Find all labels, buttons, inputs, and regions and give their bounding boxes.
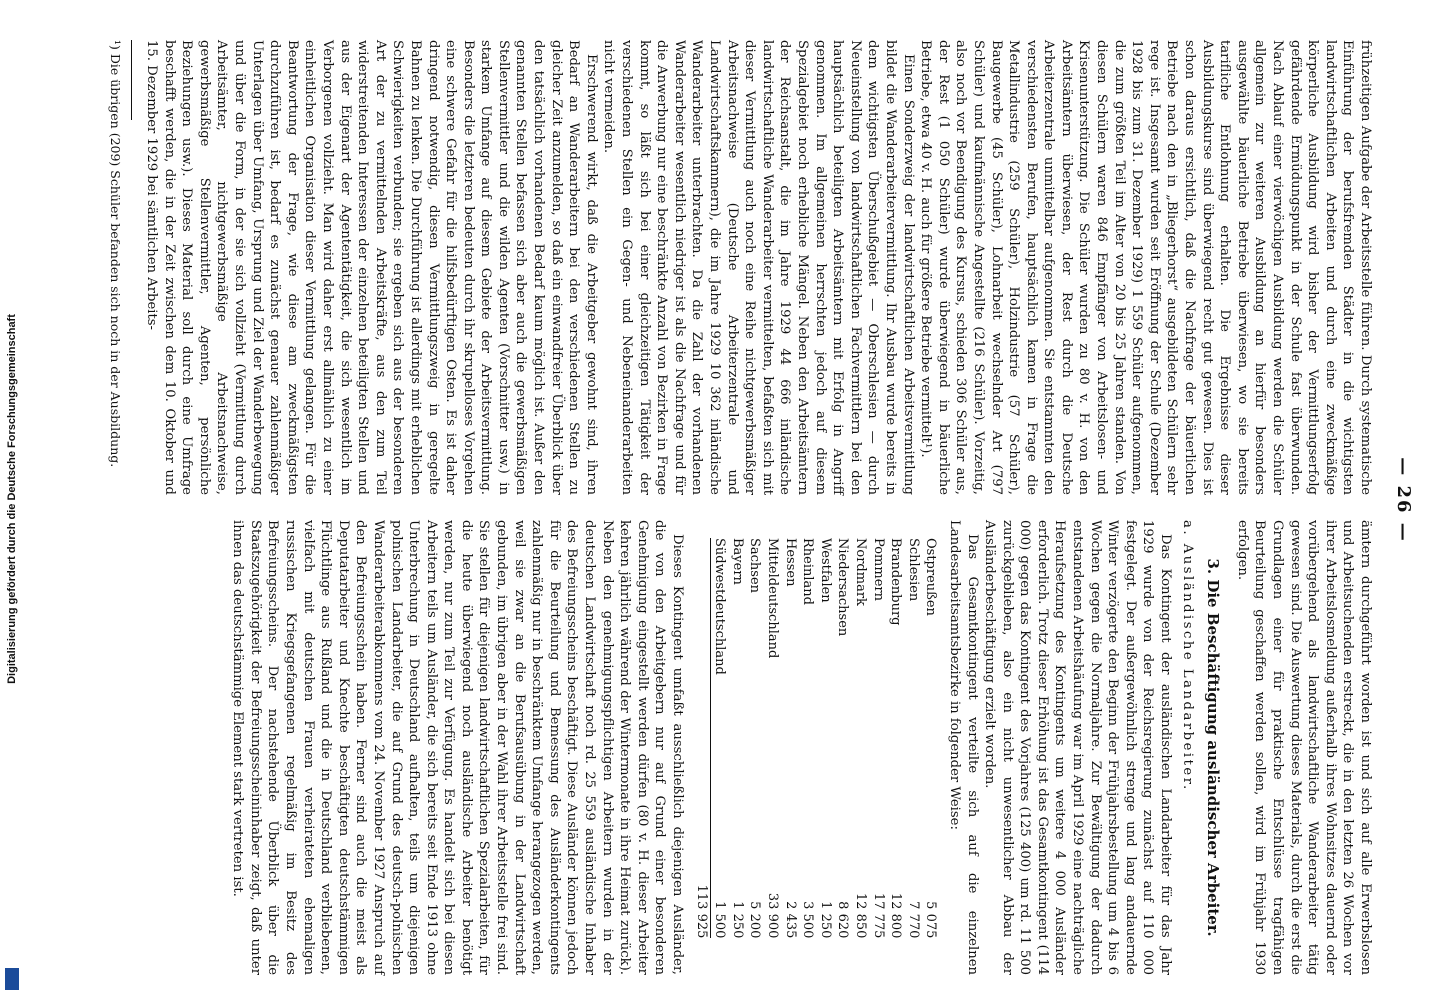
region-value: 2 435: [782, 901, 798, 939]
footnote-rule: [131, 40, 132, 120]
region-name: Südwestdeutschland: [712, 538, 728, 675]
region-value: 12 850: [852, 892, 868, 939]
table-row: [851, 538, 869, 938]
table-row: [710, 538, 728, 938]
total-value: 113 925: [692, 825, 710, 938]
region-value: 1 250: [817, 901, 833, 939]
dfg-logo: [5, 968, 19, 990]
paragraph-migrant-placement: Einen Sonderzweig der landwirtschaftlichen Arbeitsvermittlung bildet die Wanderarbeitervermittlung. Ihr Ausbau wurde bereits in dem wichtigsten Überschußgebiet — Oberschlesien — durch Neueinstellung von landwirtschaftlichen Fachvermittlern bei den hauptsächlich beteiligten Arbeitsämtern mit Erfolg in Angriff genommen. Im allgemeinen herrschten jedoch auf diesem Spezialgebiet noch erhebliche Mängel. Neben den Arbeitsämtern der Reichsanstalt, die im Jahre 1929 44 666 inländische landwirtschaftliche Wanderarbeiter vermittelten, befaßten sich mit dieser Vermittlung auch noch eine Reihe nichtgewerbsmäßiger Arbeitsnachweise (Deutsche Arbeiterzentrale und Landwirtschaftskammern), die im Jahre 1929 10 362 inländische Wanderarbeiter unterbrachten. Da die Zahl der vorhandenen Wanderarbeiter wesentlich niedriger ist als die Nachfrage und für die Anwerbung nur eine beschränkte Anzahl von Bezirken in Frage kommt, so läßt sich bei einer gleichzeitigen Tätigkeit der verschiedenen Stellen ein Gegen- und Nebeneinanderarbeiten nicht vermeiden.: [601, 40, 916, 495]
table-row: [922, 538, 940, 938]
right-column: [229, 520, 1374, 975]
region-value: 33 900: [765, 892, 780, 939]
paragraph-exemption: Dieses Kontingent umfaßt ausschließlich diejenigen Ausländer, die von den Arbeitgebern nur auf Grund einer besonderen Genehmigung eingestellt werden dürfen (80 v. H. dieser Arbeiter kehren jährlich während der Wintermonate in ihre Heimat zurück). Neben den genehmigungspflichtigen Arbeitern wurden in der deutschen Landwirtschaft noch rd. 25 559 ausländische Inhaber des Befreiungsscheins beschäftigt. Diese Ausländer können jedoch für die Beurteilung und Bemessung des Ausländerkontingents zahlenmäßig nur in beschränktem Umfange herangezogen werden, weil sie zwar an die Berufsausübung in der Landwirtschaft gebunden, im übrigen aber in der Wahl ihrer Arbeitsstelle frei sind. Sie stellen für diejenigen landwirtschaftlichen Spezialarbeiten, für die heute überwiegend noch ausländische Arbeiter benötigt werden, nur zum Teil zur Verfügung. Es handelt sich bei diesen Arbeitern teils um Ausländer, die sich bereits seit Ende 1913 ohne Unterbrechung in Deutschland aufhalten, teils um diejenigen polnischen Landarbeiter, die auf Grund des deutsch-polnischen Wanderarbeiterabkommens vom 24. November 1927 Anspruch auf den Befreiungsschein haben. Ferner sind auch die meist als Deputatarbeiter und Knechte beschäftigten deutschstämmigen Flüchtlinge aus Rußland und die in Deutschland verbliebenen, vielfach mit deutschen Frauen verheirateten ehemaligen russischen Kriegsgefangenen regelmäßig im Besitz des Befreiungsscheins. Der nachstehende Überblick über die Staatszugehörigkeit der Befreiungsscheininhaber zeigt, daß unter ihnen das deutschstämmige Element stark vertreten ist.: [230, 520, 686, 975]
paragraph-contingent: Das Kontingent der ausländischen Landarbeiter für das Jahr 1929 wurde von der Reichsregierung zunächst auf 110 000 festgelegt. Der außergewöhnlich strenge und lang andauernde Winter verzögerte den Beginn der Frühjahrsbestellung um 4 bis 6 Wochen gegen die Normaljahre. Zur Bewältigung der dadurch entstandenen Arbeitshäufung war im April 1929 eine nachträgliche Heraufsetzung des Kontingents um weitere 4 000 Ausländer erforderlich. Trotz dieser Erhöhung ist das Gesamtkontingent (114 000) gegen das Kontingent des Vorjahres (125 400) um rd. 11 500 zurückgeblieben, also ein nicht unwesentlicher Abbau der Ausländerbeschäftigung erzielt worden.: [982, 520, 1174, 975]
region-name: Brandenburg: [888, 538, 904, 626]
table-row: [799, 538, 817, 938]
region-value: 12 800: [888, 892, 904, 939]
left-column: [107, 40, 1374, 495]
paragraph-survey-continuation: ämtern durchgeführt worden ist und sich auf alle Erwerbslosen und Arbeitsuchenden erstreckt, die in den letzten 26 Wochen vor ihrer Arbeitslosmeldung außerhalb ihres Wohnsitzes dauernd oder vorübergehend als landwirtschaftliche Wanderarbeiter tätig gewesen sind. Die Auswertung dieses Materials, durch die erst die Grundlagen einer für praktische Entschlüsse tragfähigen Beurteilung geschaffen werden sollen, wird im Frühjahr 1930 erfolgen.: [1234, 520, 1373, 975]
region-value: 5 075: [923, 901, 939, 939]
total-row: [692, 538, 710, 938]
region-name: Mitteldeutschland: [765, 538, 780, 659]
contingent-table: [692, 538, 939, 938]
region-value: 17 775: [870, 892, 886, 939]
region-value: 3 500: [800, 901, 816, 939]
region-name: Ostpreußen: [923, 538, 939, 616]
table-row: [887, 538, 905, 938]
region-name: Sachsen: [747, 538, 763, 594]
region-value: 8 620: [835, 901, 851, 939]
region-name: Bayern: [729, 538, 745, 585]
table-row: [781, 538, 799, 938]
region-name: Pommern: [870, 538, 886, 601]
table-row: [728, 538, 746, 938]
subsection-heading: a. Ausländische Landarbeiter.: [1179, 520, 1195, 792]
paragraph-distribution-intro: Das Gesamtkontingent verteilte sich auf die einzelnen Landesarbeitsamtsbezirke in folgender Weise:: [946, 520, 980, 975]
table-row: [834, 538, 852, 938]
region-name: Nordmark: [852, 538, 868, 606]
region-name: Hessen: [782, 538, 798, 587]
paragraph-school-results: frühzeitigen Aufgabe der Arbeitsstelle führen. Durch systematische Einführung der berufsfremden Städter in die wichtigsten landwirtschaftlichen Arbeiten und durch eine zweckmäßige körperliche Ausbildung wird bisher der Vermittlungserfolg gefährdende Ermüdungspunkt in der Schule fast überwunden. Nach Ablauf einer vierwöchigen Ausbildung werden die Schüler allgemein zur weiteren Ausbildung an hierfür besonders ausgewählte bäuerliche Betriebe überwiesen, wo sie bereits tarifliche Entlohnung erhalten. Die Ergebnisse dieser Ausbildungskurse sind überwiegend recht gut gewesen. Dies ist schon daraus ersichtlich, daß die Nachfrage der bäuerlichen Betriebe nach den in „Bliegerhorst“ ausgebildeten Schülern sehr rege ist. Insgesamt wurden seit Eröffnung der Schule (Dezember 1928 bis zum 31. Dezember 1929) 1 559 Schüler aufgenommen, die zum größten Teil im Alter von 20 bis 25 Jahren standen. Von diesen Schülern waren 846 Empfänger von Arbeitslosen- und Krisenunterstützung. Die Schüler wurden zu 80 v. H. von den Arbeitsämtern überwiesen, der Rest durch die Deutsche Arbeiterzentrale unmittelbar aufgenommen. Sie entstammten den verschiedensten Berufen, hauptsächlich kamen in Frage die Metallindustrie (259 Schüler), Holzindustrie (57 Schüler), Baugewerbe (45 Schüler), Lohnarbeit wechselnder Art (797 Schüler) und kaufmännische Angestellte (216 Schüler). Vorzeitig, also noch vor Beendigung des Kursus, schieden 306 Schüler aus, der Rest (1 050 Schüler) wurde überwiegend in bäuerliche Betriebe, etwa 40 v. H. auch für größere Betriebe vermittelt¹).: [918, 40, 1373, 495]
region-value: 1 250: [729, 901, 745, 939]
footnote: ¹) Die übrigen (209) Schüler befanden sich noch in der Ausbildung.: [108, 40, 124, 468]
region-name: Niedersachsen: [835, 538, 851, 637]
table-row: [904, 538, 922, 938]
digitization-sidebar: [2, 4, 22, 994]
table-row: [763, 538, 781, 938]
region-name: Schlesien: [905, 538, 921, 602]
region-name: Westfalen: [817, 538, 833, 603]
region-name: Rheinland: [800, 538, 816, 605]
table-row: [746, 538, 764, 938]
section-heading: 3. Die Beschäftigung ausländischer Arbeiter.: [1204, 558, 1223, 937]
paragraph-difficulties: Erschwerend wirkt, daß die Arbeitgeber gewohnt sind, ihren Bedarf an Wanderarbeitern bei den verschiedenen Stellen zu gleicher Zeit anzumelden, so daß ein einwandfreier Überblick über den tatsächlich vorhandenen Bedarf kaum möglich ist. Außer den genannten Stellen befassen sich aber auch die gewerbsmäßigen Stellenvermittler und die wilden Agenten (Vorschnitter usw.) in starkem Umfange auf diesem Gebiete der Arbeitsvermittlung. Besonders die letzteren bedeuten durch ihr skrupelloses Vorgehen eine schwere Gefahr für die hilfsbedürftigen Osten. Es ist daher dringend notwendig, diesen Vermittlungszweig in geregelte Bahnen zu lenken. Die Durchführung ist allerdings mit erheblichen Schwierigkeiten verbunden; sie ergeben sich aus der besonderen Art der zu vermittelnden Arbeitskräfte, aus den zum Teil widerstreitenden Interessen der einzelnen beteiligten Stellen und aus der Eigenart der Agententätigkeit, die sich wesentlich im Verborgenen vollzieht. Man wird daher erst allmählich zu einer einheitlichen Organisation dieser Vermittlung gelangen. Für die Beantwortung der Frage, wie diese am zweckmäßigsten durchzuführen ist, bedarf es zunächst genauer zahlenmäßiger Unterlagen über Umfang, Ursprung und Ziel der Wanderbewegung und über die Form, in der sie sich vollzieht (Vermittlung durch Arbeitsämter, nichtgewerbsmäßige Arbeitsnachweise, gewerbsmäßige Stellenvermittler, Agenten, persönliche Beziehungen usw.). Dieses Material soll durch eine Umfrage beschafft werden, die in der Zeit zwischen dem 10. Oktober und 15. Dezember 1929 bei sämtlichen Arbeits-: [144, 40, 599, 495]
page-number: — 26 —: [1393, 457, 1414, 543]
region-value: 5 200: [747, 901, 763, 939]
digitization-credit: Digitalisierung gefördert durch die Deutsche Forschungsgemeinschaft: [6, 314, 18, 684]
table-row: [869, 538, 887, 938]
region-value: 7 770: [905, 901, 921, 939]
table-row: [816, 538, 834, 938]
region-value: 1 500: [712, 901, 728, 939]
